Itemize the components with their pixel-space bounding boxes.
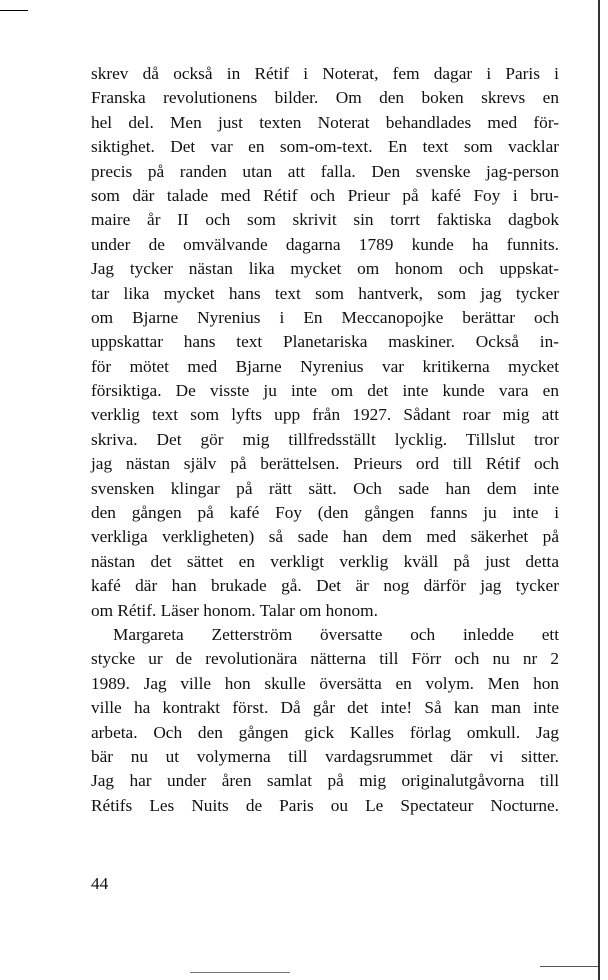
text-line: Rétifs Les Nuits de Paris ou Le Spectateur Nocturne. <box>91 795 559 815</box>
text-line: nästan det sättet en verkligt verklig kväll på just detta <box>91 551 559 571</box>
text-line: hel del. Men just texten Noterat behandlades med för- <box>91 112 559 132</box>
text-line: tar lika mycket hans text som hantverk, som jag tycker <box>91 283 559 303</box>
text-line: arbeta. Och den gången gick Kalles förlag omkull. Jag <box>91 722 559 742</box>
text-line: Margareta Zetterström översatte och inledde ett <box>113 624 559 644</box>
paragraph-2 <box>91 623 559 818</box>
text-line: Jag tycker nästan lika mycket om honom och uppskat- <box>91 259 559 279</box>
text-line: för mötet med Bjarne Nyrenius var kritikerna mycket <box>91 356 559 376</box>
text-line: jag nästan själv på berättelsen. Prieurs ord till Rétif och <box>91 454 559 474</box>
page-number: 44 <box>91 874 109 893</box>
text-line: Jag har under åren samlat på mig originalutgåvorna till <box>91 771 559 791</box>
text-line: den gången på kafé Foy (den gången fanns ju inte i <box>91 503 559 523</box>
paragraph-1 <box>91 62 559 623</box>
text-line: försiktiga. De visste ju inte om det inte kunde vara en <box>91 381 559 401</box>
scan-edge-mark-bottom-right <box>540 966 598 967</box>
text-line: siktighet. Det var en som-om-text. En text som vacklar <box>91 137 559 157</box>
text-line: maire år II och som skrivit sin torrt faktiska dagbok <box>91 210 559 230</box>
text-line: Franska revolutionens bilder. Om den boken skrevs en <box>91 88 559 108</box>
text-line: ville ha kontrakt först. Då går det inte! Så kan man inte <box>91 698 559 718</box>
text-line: om Rétif. Läser honom. Talar om honom. <box>91 600 378 620</box>
text-line: uppskattar hans text Planetariska maskiner. Också in- <box>91 332 559 352</box>
text-line: under de omvälvande dagarna 1789 kunde ha funnits. <box>91 234 559 254</box>
text-line: verklig text som lyfts upp från 1927. Sådant roar mig att <box>91 405 559 425</box>
body-text <box>91 62 559 818</box>
scan-edge-mark-top <box>0 10 28 11</box>
scan-edge-mark-right <box>598 0 600 980</box>
text-line: skriva. Det gör mig tillfredsställt lycklig. Tillslut tror <box>91 429 559 449</box>
scan-edge-mark-bottom <box>190 972 290 973</box>
text-line: verkliga verkligheten) så sade han dem med säkerhet på <box>91 527 559 547</box>
text-line: kafé där han brukade gå. Det är nog därför jag tycker <box>91 576 559 596</box>
text-line: bär nu ut volymerna till vardagsrummet där vi sitter. <box>91 746 559 766</box>
text-line: precis på randen utan att falla. Den svenske jag-person <box>91 161 559 181</box>
text-line: 1989. Jag ville hon skulle översätta en volym. Men hon <box>91 673 559 693</box>
text-line: stycke ur de revolutionära nätterna till Förr och nu nr 2 <box>91 649 559 669</box>
text-line: skrev då också in Rétif i Noterat, fem dagar i Paris i <box>91 64 559 83</box>
text-line: om Bjarne Nyrenius i En Meccanopojke berättar och <box>91 307 559 327</box>
text-line: svensken klingar på rätt sätt. Och sade han dem inte <box>91 478 559 498</box>
text-line: som där talade med Rétif och Prieur på kafé Foy i bru- <box>91 185 559 205</box>
